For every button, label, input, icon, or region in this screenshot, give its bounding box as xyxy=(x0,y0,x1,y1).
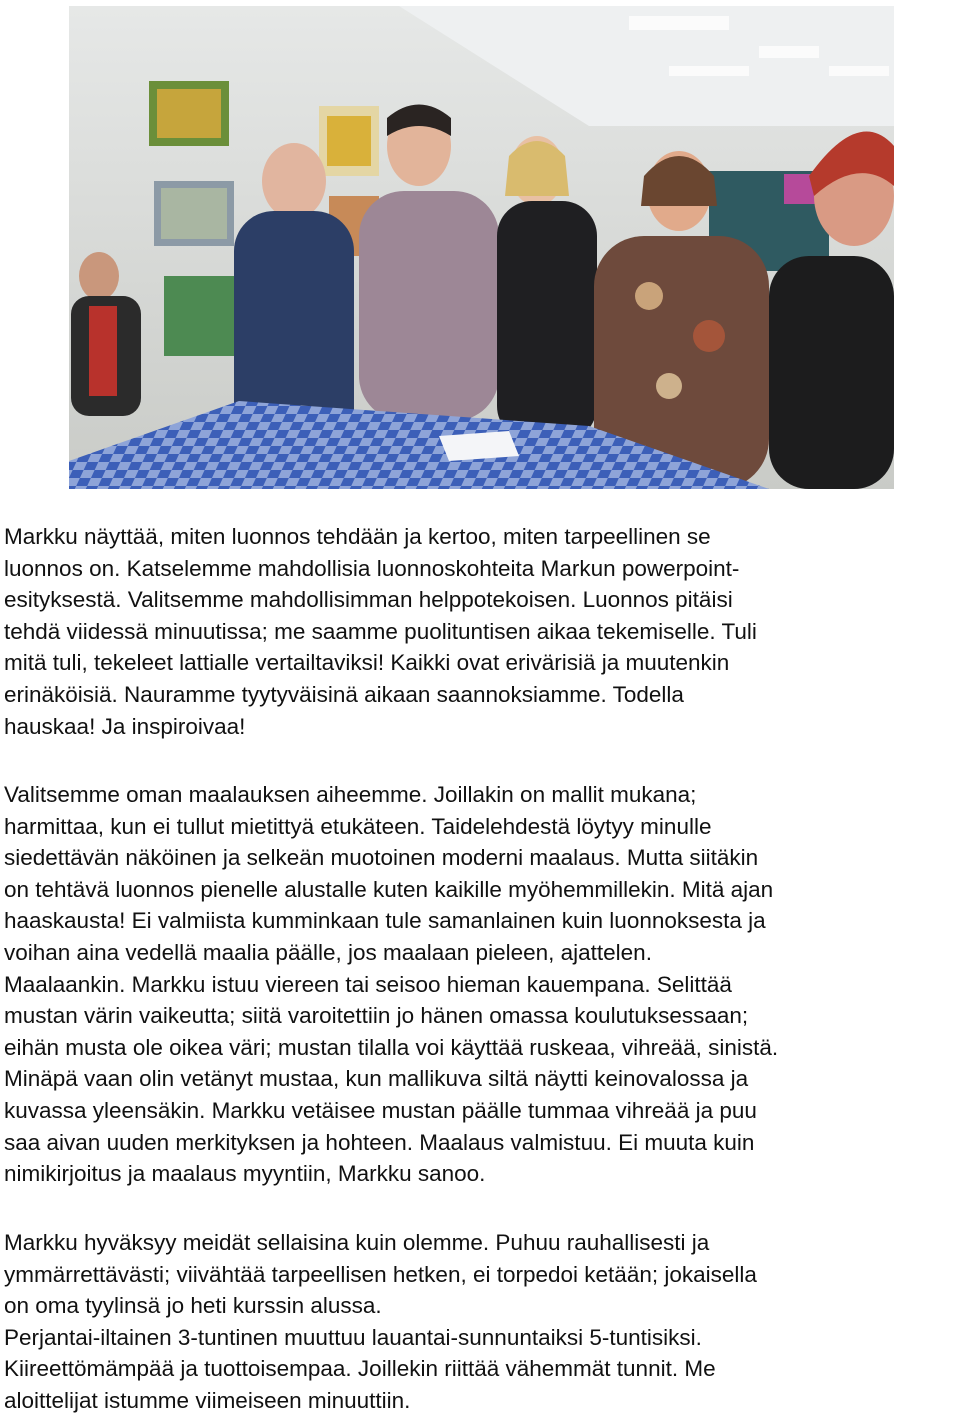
paragraph-painting-process: Valitsemme oman maalauksen aiheemme. Joillakin on mallit mukana; harmittaa, kun ei tullut mietittyä etukäteen. Taidelehdestä löytyy minulle siedettävän näköinen ja selkeän muotoinen moderni maalaus. Mutta siitäkin on tehtävä luonnos pienelle alustalle kuten kaikille myöhemmillekin. Mitä ajan haaskausta! Ei valmiista kumminkaan tule samanlainen kuin luonnoksesta ja voihan aina vedellä maalia päälle, jos maalaan pieleen, ajattelen. Maalaankin. Markku istuu viereen tai seisoo hieman kauempana. Selittää mustan värin vaikeutta; siitä varoitettiin jo hänen omassa koulutuksessaan; eihän musta ole oikea väri; mustan tilalla voi käyttää ruskeaa, vihreää, sinistä. Minäpä vaan olin vetänyt mustaa, kun mallikuva siltä näytti keinovalossa ja kuvassa yleensäkin. Markku vetäisee mustan päälle tummaa vihreää ja puu saa aivan uuden merkityksen ja hohteen. Maalaus valmistuu. Ei muuta kuin nimikirjoitus ja maalaus myyntiin, Markku sanoo. xyxy=(4,782,779,1187)
paragraph-teacher-schedule: Markku hyväksyy meidät sellaisina kuin olemme. Puhuu rauhallisesti ja ymmärrettävästi; viivähtää tarpeellisen hetken, ei torpedoi ketään; jokaisella on oma tyylinsä jo heti kurssin alussa. Perjantai-iltainen 3-tuntinen muuttuu lauantai-sunnuntaiksi 5-tuntisiksi. Kiireettömämpää ja tuottoisempaa. Joillekin riittää vähemmät tunnit. Me aloittelijat istumme viimeiseen minuuttiin. xyxy=(4,1230,757,1413)
group-photo-art-class-icon xyxy=(69,6,894,489)
paragraph-sketch-session: Markku näyttää, miten luonnos tehdään ja kertoo, miten tarpeellinen se luonnos on. Katselemme mahdollisia luonnoskohteita Markun powerpoint- esityksestä. Valitsemme mahdollisimman helppotekoisen. Luonnos pitäisi tehdä viidessä minuutissa; me saamme puolituntisen aikaa tekemiselle. Tuli mitä tuli, tekeleet lattialle vertailtaviksi! Kaikki ovat erivärisiä ja muutenkin erinäköisiä. Nauramme tyytyväisinä aikaan saannoksiamme. Todella hauskaa! Ja inspiroivaa! xyxy=(4,524,757,739)
group-photo xyxy=(69,6,894,489)
